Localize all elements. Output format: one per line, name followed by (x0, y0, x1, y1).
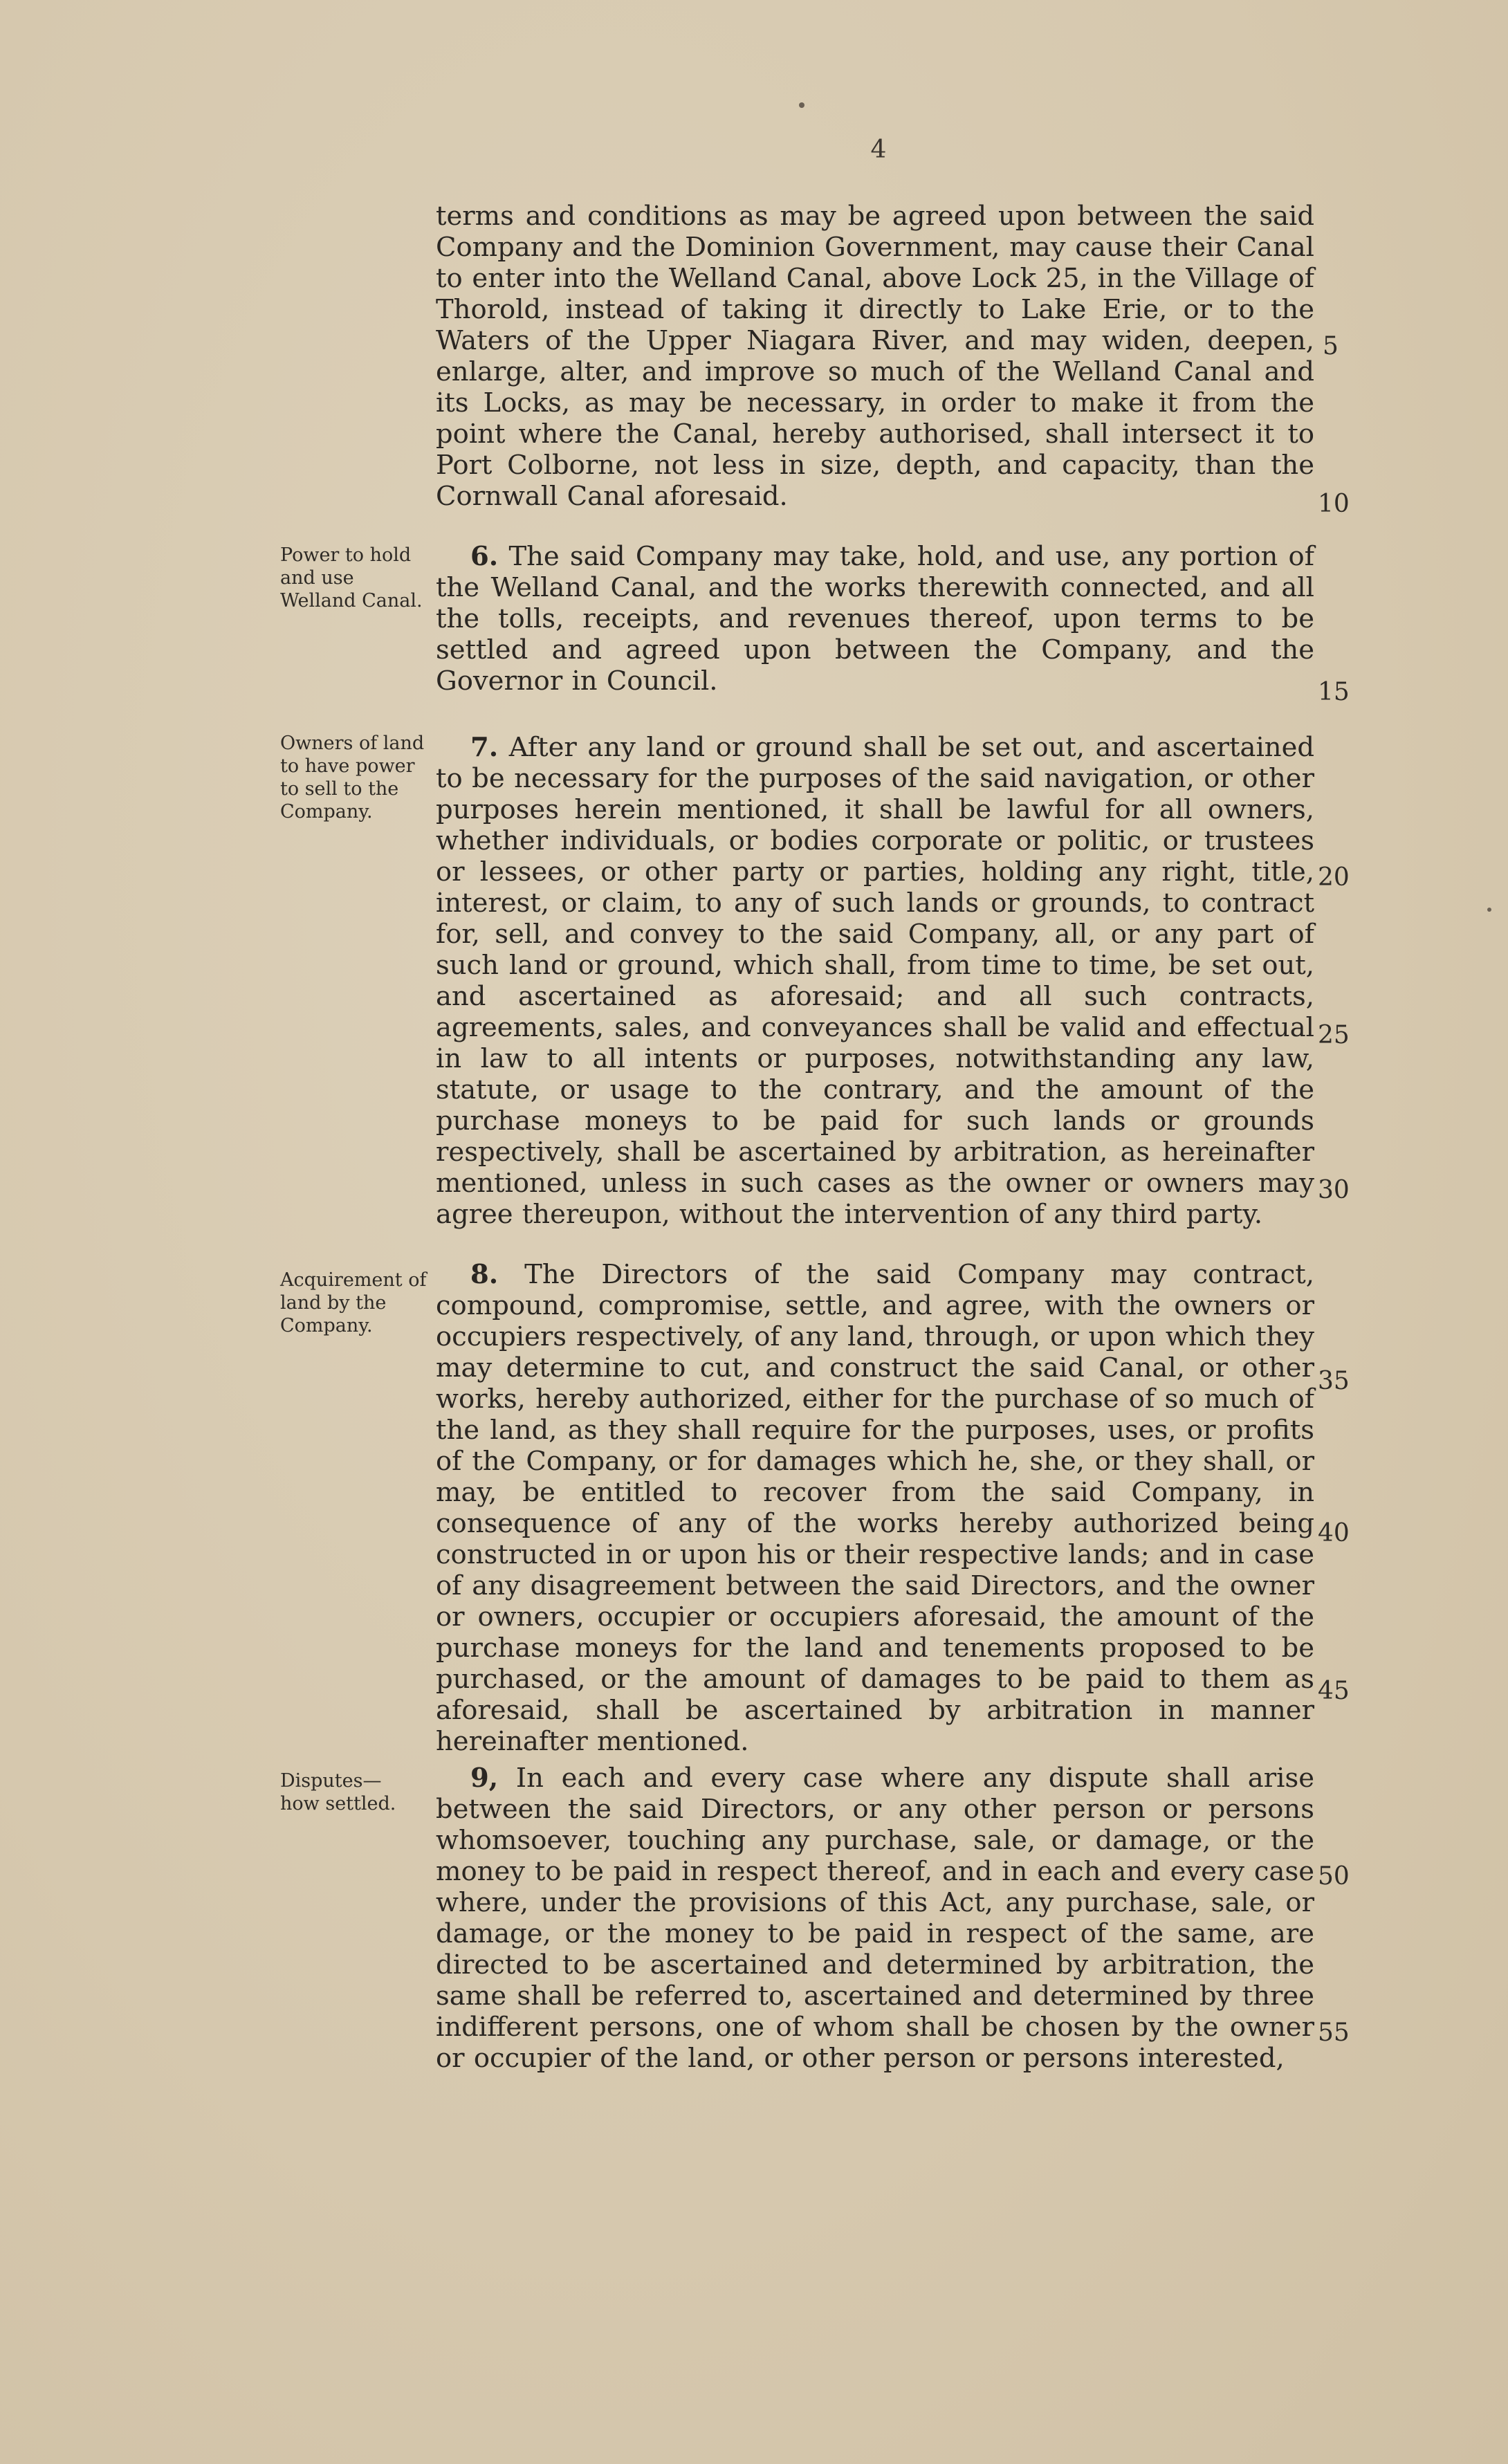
section-6 (436, 541, 1314, 697)
line-number-30: 30 (1318, 1176, 1350, 1204)
section-7-number: 7. (470, 732, 499, 763)
section-8-number: 8. (470, 1259, 499, 1290)
section-9 (436, 1763, 1314, 2074)
line-number-45: 45 (1318, 1677, 1350, 1705)
margin-note-section-7: Owners of land to have power to sell to the Company. (280, 733, 425, 822)
margin-note-section-6: Power to hold and use Welland Canal. (280, 544, 423, 612)
scan-speck (799, 102, 804, 108)
line-number-25: 25 (1318, 1021, 1350, 1049)
section-9-text: In each and every case where any dispute shall arise between the said Directors, or any other person or persons whomsoever, touching any purchase, sale, or damage, or the money to be paid in respect thereof, and in each and every case where, under the provisions of this Act, any purchase, sale, or damage, or the money to be paid in respect of the same, are directed to be ascertained and determined by arbitration, the same shall be referred to, ascertained and determined by three indifferent persons, one of whom shall be chosen by the owner or occupier of the land, or other person or persons interested, (436, 1763, 1314, 2074)
line-number-55: 55 (1318, 2019, 1350, 2047)
section-5-continuation (436, 201, 1314, 512)
line-number-5: 5 (1323, 332, 1339, 360)
section-8 (436, 1259, 1314, 1757)
section-8-text: The Directors of the said Company may contract, compound, compromise, settle, and agree, with the owners or occupiers respectively, of any land, through, or upon which they may determine to cut, and construct the said Canal, or other works, hereby authorized, either for the purchase of so much of the land, as they shall require for the purposes, uses, or profits of the Company, or for damages which he, she, or they shall, or may, be entitled to recover from the said Company, in consequence of any of the works hereby authorized being constructed in or upon his or their respective lands; and in case of any disagreement between the said Directors, and the owner or owners, occupier or occupiers aforesaid, the amount of the purchase moneys for the land and tenements proposed to be purchased, or the amount of damages to be paid to them as aforesaid, shall be ascertained by arbitration in manner hereinafter mentioned. (436, 1259, 1314, 1757)
scan-speck (1487, 908, 1491, 912)
page-number: 4 (870, 136, 887, 164)
line-number-10: 10 (1318, 490, 1350, 518)
line-number-20: 20 (1318, 863, 1350, 892)
margin-note-section-8: Acquirement of land by the Company. (280, 1269, 427, 1336)
section-9-number: 9, (470, 1763, 499, 1794)
line-number-15: 15 (1318, 678, 1350, 706)
section-6-text: The said Company may take, hold, and use, any portion of the Welland Canal, and the works therewith connected, and all the tolls, receipts, and revenues thereof, upon terms to be settled and agreed upon between the Company, and the Governor in Council. (436, 541, 1314, 697)
section-6-number: 6. (470, 541, 499, 572)
section-7 (436, 732, 1314, 1230)
section-5-text: terms and conditions as may be agreed upon between the said Company and the Dominion Government, may cause their Canal to enter into the Welland Canal, above Lock 25, in the Village of Thorold, instead of taking it directly to Lake Erie, or to the Waters of the Upper Niagara River, and may widen, deepen, enlarge, alter, and improve so much of the Welland Canal and its Locks, as may be necessary, in order to make it from the point where the Canal, hereby authorised, shall intersect it to Port Colborne, not less in size, depth, and capacity, than the Cornwall Canal aforesaid. (436, 201, 1314, 512)
line-number-40: 40 (1318, 1519, 1350, 1547)
margin-note-section-9: Disputes— how settled. (280, 1770, 396, 1814)
section-7-text: After any land or ground shall be set out, and ascertained to be necessary for the purposes of the said navigation, or other purposes herein mentioned, it shall be lawful for all owners, whether individuals, or bodies corporate or politic, or trustees or lessees, or other party or parties, holding any right, title, interest, or claim, to any of such lands or grounds, to contract for, sell, and convey to the said Company, all, or any part of such land or ground, which shall, from time to time, be set out, and ascertained as aforesaid; and all such contracts, agreements, sales, and conveyances shall be valid and effectual in law to all intents or purposes, notwithstanding any law, statute, or usage to the contrary, and the amount of the purchase moneys to be paid for such lands or grounds respectively, shall be ascertained by arbitration, as hereinafter mentioned, unless in such cases as the owner or owners may agree thereupon, without the intervention of any third party. (436, 732, 1314, 1230)
line-number-50: 50 (1318, 1862, 1350, 1891)
line-number-35: 35 (1318, 1367, 1350, 1395)
